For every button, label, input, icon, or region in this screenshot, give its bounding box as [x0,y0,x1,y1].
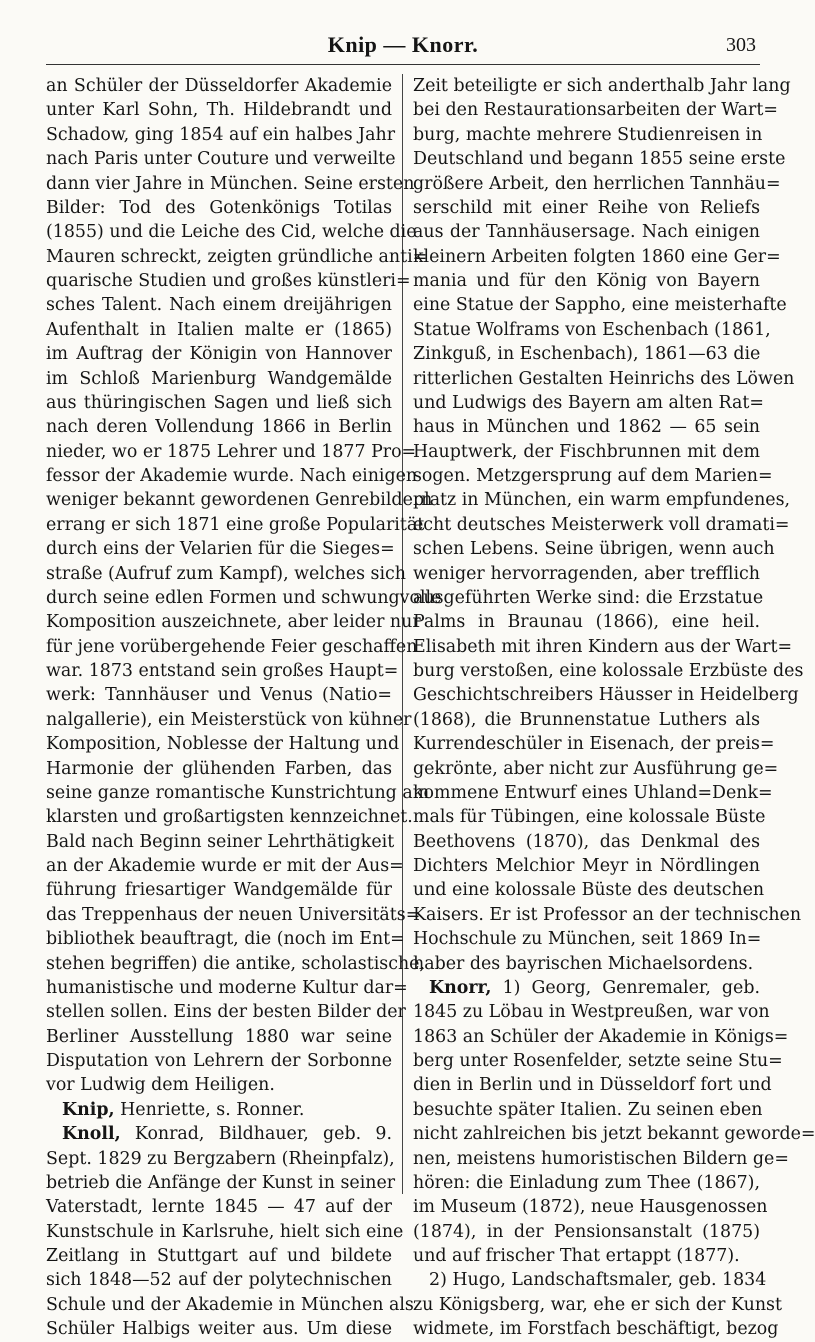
text-line: dann vier Jahre in München. Seine ersten [46,173,415,194]
text-line: kleinern Arbeiten folgten 1860 eine Ger= [413,246,781,267]
text-line: Statue Wolframs von Eschenbach (1861, [413,319,771,340]
text-line: errang er sich 1871 eine große Popularität [46,514,425,535]
text-line: an der Akademie wurde er mit der Aus= [46,856,404,876]
text-line: ausgeführten Werke sind: die Erzstatue [413,587,764,608]
entry-knip [46,1098,392,1122]
text-line: platz in München, ein warm empfundenes, [413,490,791,511]
text-line: mals für Tübingen, eine kolossale Büste [413,807,766,828]
text-line: Disputation von Lehrern der Sorbonne [46,1051,392,1071]
text-line: Zinkguß, in Eschenbach), 1861—63 die [413,344,761,365]
text-line: klarsten und großartigsten kennzeichnet. [46,807,413,828]
text-line: quarische Studien und großes künstleri= [46,271,411,291]
text-line: haber des bayrischen Michaelsordens. [413,953,754,974]
text-line: betrieb die Anfänge der Kunst in seiner [46,1172,396,1193]
text-line: an Schüler der Düsseldorfer Akademie [46,76,392,96]
text-line: Vaterstadt, lernte 1845 — 47 auf der [46,1197,392,1218]
text-line: seine ganze romantische Kunstrichtung am [46,782,430,803]
text-line: weniger hervorragenden, aber trefflich [413,563,760,584]
text-line: Dichters Melchior Meyr in Nördlingen [413,856,760,876]
text-line: Bald nach Beginn seiner Lehrthätigkeit [46,831,395,852]
entry-knorr-first-line [413,976,760,1000]
text-line: war. 1873 entstand sein großes Haupt= [46,661,399,681]
text-line: und auf frischer That ertappt (1877). [413,1246,740,1266]
text-line: weniger bekannt gewordenen Genrebildern [46,490,433,511]
text-line: unter Karl Sohn, Th. Hildebrandt und [46,100,392,121]
entry-knorr-hugo-first-line: 2) Hugo, Landschaftsmaler, geb. 1834 [429,1270,767,1291]
text-line: 1863 an Schüler der Akademie in Königs= [413,1026,789,1047]
text-line: mania und für den König von Bayern [413,271,760,291]
text-line: Aufenthalt in Italien malte er (1865) [46,319,392,340]
text-line: nen, meistens humoristischen Bildern ge= [413,1148,789,1169]
text-line: ritterlichen Gestalten Heinrichs des Löwen [413,368,795,389]
text-line: Kunstschule in Karlsruhe, hielt sich eine [46,1221,404,1242]
text-line: Geschichtschreibers Häusser in Heidelberg [413,685,799,706]
text-line: stehen begriffen) die antike, scholastische, [46,953,425,974]
left-column [46,74,442,1340]
text-line: bibliothek beauftragt, die (noch im Ent= [46,929,405,950]
text-line: (1874), in der Pensionsanstalt (1875) [413,1221,760,1242]
text-line: burg verstoßen, eine kolossale Erzbüste des [413,661,804,681]
text-line: bei den Restaurationsarbeiten der Wart= [413,100,778,121]
running-head: Knip — Knorr. [327,32,479,57]
text-line: Deutschland und begann 1855 seine erste [413,149,786,170]
text-line: im Schloß Marienburg Wandgemälde [46,368,392,389]
text-line: zu Königsberg, war, ehe er sich der Kunst [413,1294,782,1315]
text-line: Schule und der Akademie in München als [46,1294,414,1315]
entry-knorr-hugo-text [413,1293,782,1342]
text-line: Elisabeth mit ihren Kindern aus der Wart= [413,636,793,657]
text-line: besuchte später Italien. Zu seinen eben [413,1099,763,1120]
headword-knoll: Knoll, [62,1124,121,1145]
text-columns [46,74,815,1340]
entry-knoll-text [46,1147,414,1342]
text-line: Hochschule zu München, seit 1869 In= [413,929,762,950]
text-line: humanistische und moderne Kultur dar= [46,977,408,998]
right-column [403,74,815,1340]
text-line: sogen. Metzgersprung auf dem Marien= [413,466,773,486]
text-line: aus der Tannhäusersage. Nach einigen [413,222,760,243]
text-line: Komposition, Noblesse der Haltung und [46,734,400,755]
text-line: größere Arbeit, den herrlichen Tannhäu= [413,173,781,194]
entry-knorr-text [413,1000,815,1268]
text-line: und Ludwigs des Bayern am alten Rat= [413,392,764,413]
text-line: 1845 zu Löbau in Westpreußen, war von [413,1002,770,1023]
entry-knoll-first-line [46,1122,392,1146]
text-line: serschild mit einer Reihe von Reliefs [413,197,760,218]
text-line: Zeitlang in Stuttgart auf und bildete [46,1246,392,1266]
text-line: (1868), die Brunnenstatue Luthers als [413,709,760,730]
text-line: burg, machte mehrere Studienreisen in [413,124,763,145]
text-line: berg unter Rosenfelder, setzte seine Stu= [413,1051,783,1071]
text-line: echt deutsches Meisterwerk voll dramati= [413,514,790,535]
entry-knoll-first-text: Konrad, Bildhauer, geb. 9. [134,1124,392,1145]
text-line: Beethovens (1870), das Denkmal des [413,831,760,852]
text-line: Komposition auszeichnete, aber leider nur [46,612,421,633]
page-header [46,30,760,65]
text-line: für jene vorübergehende Feier geschaffen [46,636,418,657]
text-line: werk: Tannhäuser und Venus (Natio= [46,685,392,706]
text-line: dien in Berlin und in Düsseldorf fort und [413,1075,772,1096]
text-line: Palms in Braunau (1866), eine heil. [413,612,760,633]
text-line: vor Ludwig dem Heiligen. [46,1075,275,1096]
text-line: Kurrendeschüler in Eisenach, der preis= [413,734,775,755]
text-line: durch eins der Velarien für die Sieges= [46,539,395,560]
text-line: gekrönte, aber nicht zur Ausführung ge= [413,758,779,779]
text-line: eine Statue der Sappho, eine meisterhafte [413,295,787,316]
text-line: im Auftrag der Königin von Hannover [46,344,392,365]
text-line: kommene Entwurf eines Uhland=Denk= [413,782,773,803]
text-line: Schüler Halbigs weiter aus. Um diese [46,1319,392,1340]
text-line: nicht zahlreichen bis jetzt bekannt geworde= [413,1124,815,1145]
text-line: widmete, im Forstfach beschäftigt, bezog [413,1319,779,1340]
text-line: nieder, wo er 1875 Lehrer und 1877 Pro= [46,441,417,462]
entry-knip-text: Henriette, s. Ronner. [120,1099,305,1120]
text-line: (1855) und die Leiche des Cid, welche die [46,222,417,243]
text-line: durch seine edlen Formen und schwungvolle [46,587,442,608]
text-line: das Treppenhaus der neuen Universitäts= [46,904,421,925]
text-line: stellen sollen. Eins der besten Bilder der [46,1002,406,1023]
text-line: Sept. 1829 zu Bergzabern (Rheinpfalz), [46,1148,395,1169]
text-line: Mauren schreckt, zeigten gründliche anti= [46,246,428,267]
text-line: haus in München und 1862 — 65 sein [413,417,760,438]
text-line: im Museum (1872), neue Hausgenossen [413,1197,768,1218]
right-column-text [413,74,804,976]
headword-knorr: Knorr, [429,977,492,998]
headword-knip: Knip, [62,1099,115,1120]
text-line: führung friesartiger Wandgemälde für [46,880,392,901]
text-line: nalgallerie), ein Meisterstück von kühner [46,709,412,730]
text-line: Bilder: Tod des Gotenkönigs Totilas [46,197,392,218]
text-line: fessor der Akademie wurde. Nach einigen [46,466,418,486]
text-line: und eine kolossale Büste des deutschen [413,880,765,901]
text-line: nach Paris unter Couture und verweilte [46,149,396,170]
text-line: sich 1848—52 auf der polytechnischen [46,1270,392,1291]
text-line: Harmonie der glühenden Farben, das [46,758,392,779]
text-line: Berliner Ausstellung 1880 war seine [46,1026,392,1047]
text-line: aus thüringischen Sagen und ließ sich [46,392,392,413]
text-line: Hauptwerk, der Fischbrunnen mit dem [413,441,760,462]
left-column-text [46,74,442,1098]
text-line: straße (Aufruf zum Kampf), welches sich [46,563,406,584]
text-line: nach deren Vollendung 1866 in Berlin [46,417,392,438]
text-line: Schadow, ging 1854 auf ein halbes Jahr [46,124,396,145]
text-line: hören: die Einladung zum Thee (1867), [413,1172,760,1193]
page-number: 303 [726,34,756,56]
text-line: Zeit beteiligte er sich anderthalb Jahr lang [413,76,791,96]
entry-knorr-first-text: 1) Georg, Genremaler, geb. [502,977,761,998]
text-line: Kaisers. Er ist Professor an der technischen [413,904,802,925]
text-line: sches Talent. Nach einem dreijährigen [46,295,392,316]
text-line: schen Lebens. Seine übrigen, wenn auch [413,539,775,560]
